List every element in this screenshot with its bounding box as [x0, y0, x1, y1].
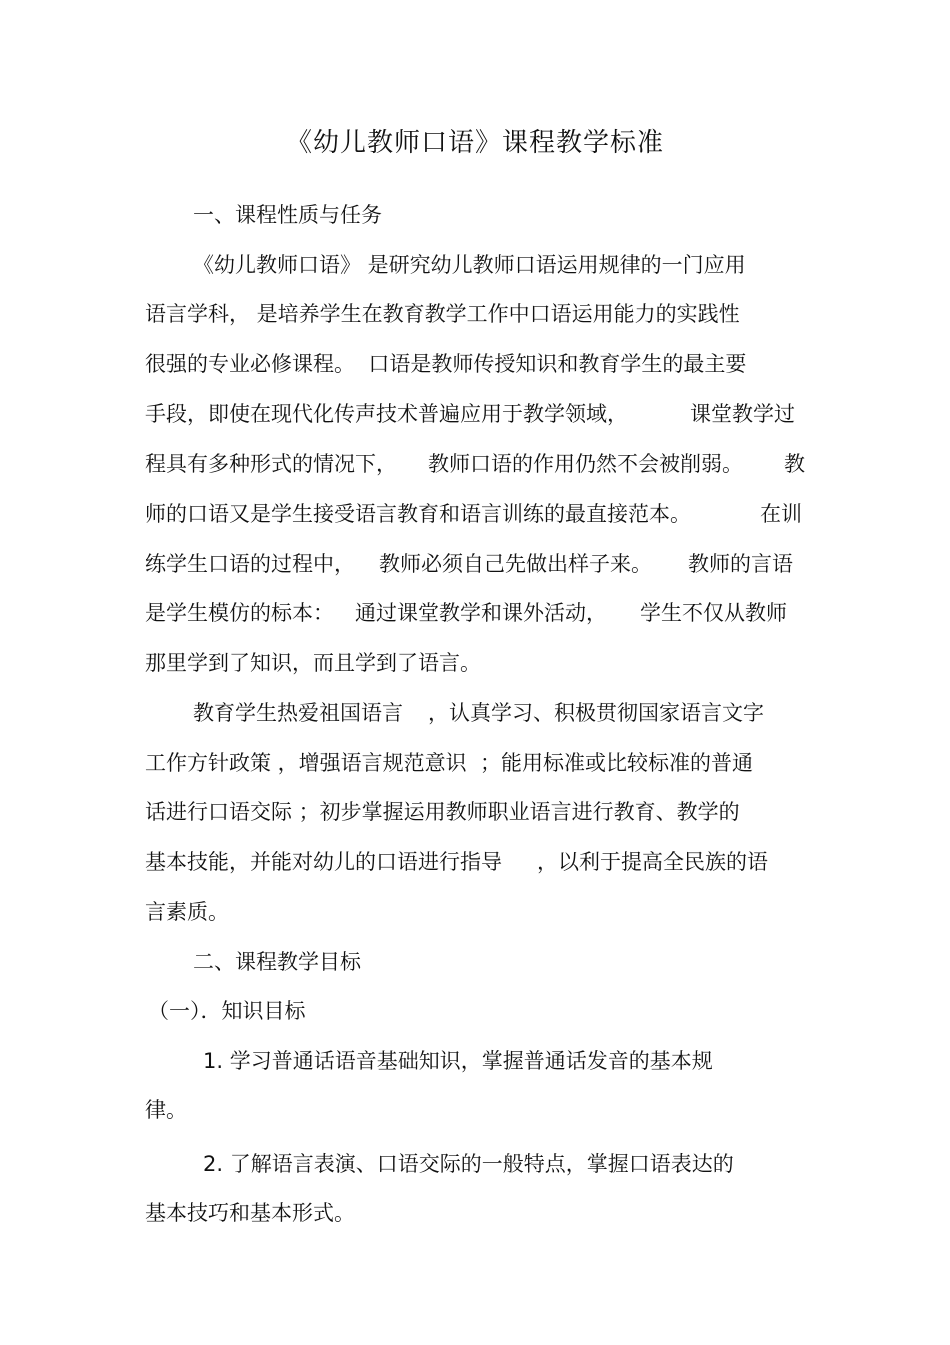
paragraph-line: 那里学到了知识，而且学到了语言。 [145, 651, 481, 675]
page-title: 《幼儿教师口语》课程教学标准 [285, 128, 664, 158]
paragraph-line: 教育学生热爱祖国语言 [193, 701, 403, 725]
paragraph-line-fragment: 教师口语的作用仍然不会被削弱。 [428, 452, 743, 476]
paragraph-line: 手段，即使在现代化传声技术普遍应用于教学领域， [145, 402, 628, 426]
paragraph-line: 基本技能，并能对幼儿的口语进行指导 [145, 850, 502, 874]
list-item-2: 2. 了解语言表演、口语交际的一般特点，掌握口语表达的 [203, 1152, 734, 1176]
paragraph-line-fragment: 课堂教学过 [690, 402, 795, 426]
paragraph-line: 是学生模仿的标本： [145, 601, 334, 625]
paragraph-line: 工作方针政策 ，增强语言规范意识 ；能用标准或比较标准的普通 [145, 751, 754, 775]
paragraph-line-fragment: 学生不仅从教师 [640, 601, 787, 625]
paragraph-line: 语言学科， 是培养学生在教育教学工作中口语运用能力的实践性 [145, 302, 740, 326]
paragraph-line-fragment: 通过课堂教学和课外活动， [355, 601, 607, 625]
paragraph-line: 师的口语又是学生接受语言教育和语言训练的最直接范本。 [145, 502, 691, 526]
paragraph-line: 《幼儿教师口语》 是研究幼儿教师口语运用规律的一门应用 [193, 253, 746, 277]
paragraph-line: 话进行口语交际 ；初步掌握运用教师职业语言进行教育、教学的 [145, 800, 740, 824]
paragraph-line-fragment: 在训 [760, 502, 802, 526]
paragraph-line: 练学生口语的过程中， [145, 552, 355, 576]
subsection-heading: （一）．知识目标 [148, 999, 306, 1023]
list-item-1-continuation: 律。 [145, 1098, 187, 1122]
paragraph-line-fragment: 教师的言语 [688, 552, 793, 576]
paragraph-line: 言素质。 [145, 900, 229, 924]
paragraph-line: 程具有多种形式的情况下， [145, 452, 397, 476]
list-item-2-continuation: 基本技巧和基本形式。 [145, 1201, 355, 1225]
paragraph-line-fragment: ，以利于提高全民族的语 [537, 850, 768, 874]
paragraph-line-fragment: ，认真学习、积极贯彻国家语言文字 [428, 701, 764, 725]
paragraph-line: 很强的专业必修课程。 口语是教师传授知识和教育学生的最主要 [145, 352, 747, 376]
list-item-1: 1. 学习普通话语音基础知识，掌握普通话发音的基本规 [203, 1049, 713, 1073]
paragraph-line-fragment: 教师必须自己先做出样子来。 [379, 552, 652, 576]
section-heading-2: 二、课程教学目标 [193, 950, 361, 974]
section-heading-1: 一、课程性质与任务 [193, 203, 382, 227]
paragraph-line-fragment: 教 [784, 452, 805, 476]
